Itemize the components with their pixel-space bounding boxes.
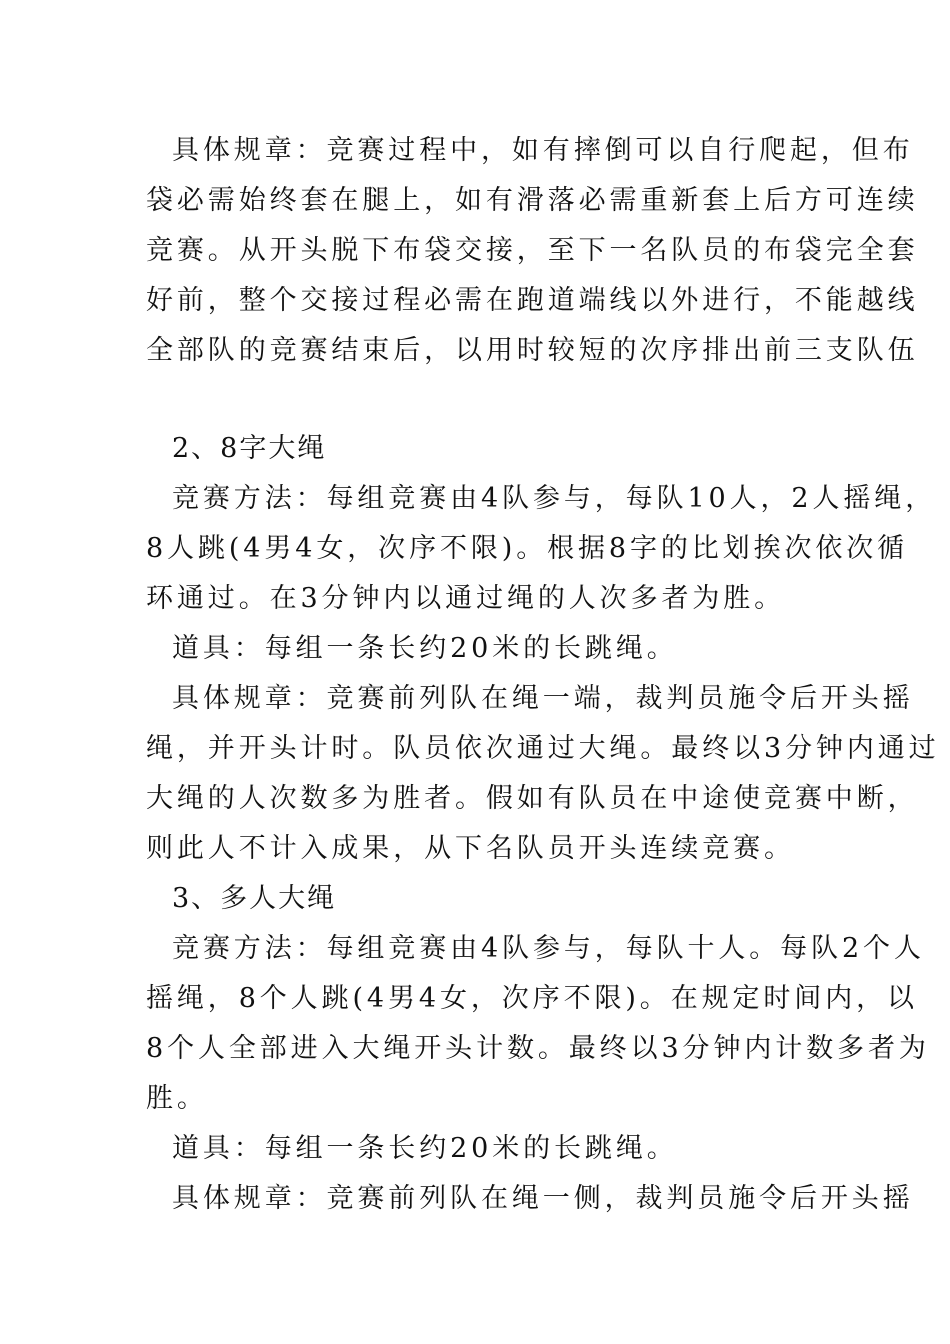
paragraph-line: 竞赛方法：每组竞赛由4队参与，每队10人，2人摇绳， [172,483,937,514]
paragraph-line: 则此人不计入成果，从下名队员开头连续竞赛。 [146,833,795,864]
section-heading: 2、8字大绳 [172,433,327,464]
paragraph-line: 袋必需始终套在腿上，如有滑落必需重新套上后方可连续 [146,185,919,216]
paragraph-line: 具体规章：竞赛前列队在绳一侧，裁判员施令后开头摇 [172,1183,914,1214]
paragraph-line: 全部队的竞赛结束后，以用时较短的次序排出前三支队伍 [146,335,919,366]
paragraph-line: 胜。 [146,1083,208,1114]
paragraph-line: 8个人全部进入大绳开头计数。最终以3分钟内计数多者为 [146,1033,930,1064]
paragraph-line: 摇绳，8个人跳(4男4女，次序不限)。在规定时间内，以 [146,983,918,1014]
paragraph-line: 具体规章：竞赛过程中，如有摔倒可以自行爬起，但布 [172,135,914,166]
paragraph-line: 8人跳(4男4女，次序不限)。根据8字的比划挨次依次循 [146,533,909,564]
paragraph-line: 大绳的人次数多为胜者。假如有队员在中途使竞赛中断， [146,783,919,814]
paragraph-line: 环通过。在3分钟内以通过绳的人次多者为胜。 [146,583,786,614]
paragraph-line: 道具：每组一条长约20米的长跳绳。 [172,1133,678,1164]
paragraph-line: 竞赛方法：每组竞赛由4队参与，每队十人。每队2个人 [172,933,925,964]
section-heading: 3、多人大绳 [172,883,337,914]
paragraph-line: 竞赛。从开头脱下布袋交接，至下一名队员的布袋完全套 [146,235,919,266]
paragraph-line: 道具：每组一条长约20米的长跳绳。 [172,633,678,664]
paragraph-line: 绳，并开头计时。队员依次通过大绳。最终以3分钟内通过 [146,733,940,764]
paragraph-line: 好前，整个交接过程必需在跑道端线以外进行，不能越线 [146,285,919,316]
paragraph-line: 具体规章：竞赛前列队在绳一端，裁判员施令后开头摇 [172,683,914,714]
